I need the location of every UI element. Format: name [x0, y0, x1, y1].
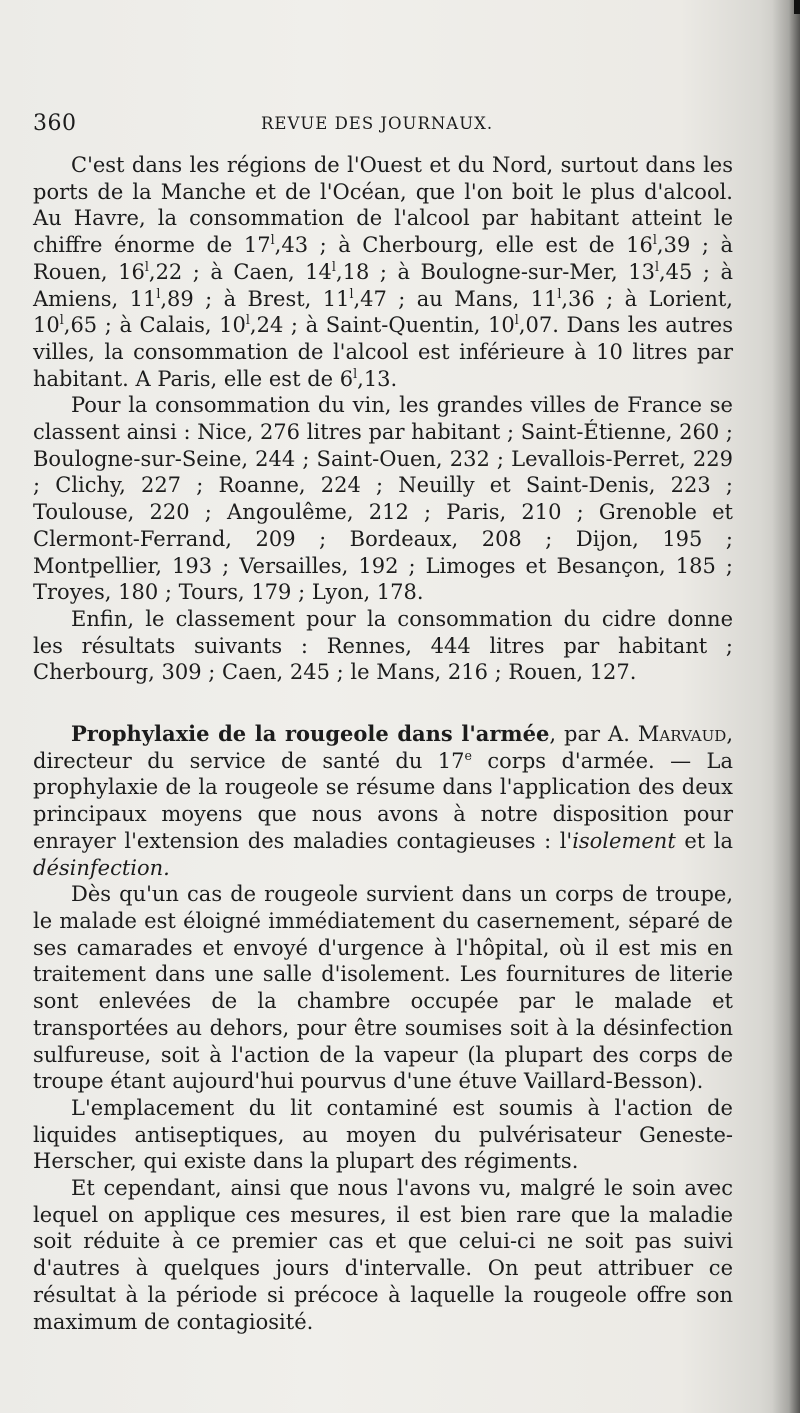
page-header: [33, 111, 733, 141]
text-run: corps d'armée. — La prophylaxie de la rougeole se résume dans l'application des deux principaux moyens que nous avons à notre disposition pour enrayer l'extension des maladies contagieuses : l': [33, 748, 733, 853]
article-title: Prophylaxie de la rougeole dans l'armée: [71, 721, 550, 747]
text-run: ,07. Dans les autres villes, la consommation de l'alcool est inférieure à 10 litres par habitant. A Paris, elle est de 6: [33, 313, 733, 391]
paragraph-measles-intro: [33, 721, 733, 881]
text-run: ,22 ; à Caen, 14: [148, 259, 332, 284]
unit-sup: l: [353, 365, 358, 381]
unit-sup: l: [59, 312, 64, 328]
ordinal-sup: e: [464, 747, 472, 763]
unit-sup: l: [331, 258, 336, 274]
unit-sup: l: [245, 312, 250, 328]
text-run: ,39 ; à Rouen, 16: [33, 233, 734, 284]
text-run: ,89 ; à Brest, 11: [160, 286, 350, 311]
text-run: ,47 ; au Mans, 11: [353, 286, 558, 311]
paragraph-measles-3: L'emplacement du lit contaminé est soumis à l'action de liquides antiseptiques, au moyen du pulvérisateur Geneste-Herscher, qui existe dans la plupart des régiments.: [33, 1095, 733, 1174]
unit-sup: l: [156, 285, 161, 301]
text-run: , par A.: [549, 722, 638, 747]
unit-sup: l: [654, 258, 659, 274]
text-run: ,65 ; à Calais, 10: [63, 313, 246, 338]
text-run: ,13.: [357, 366, 398, 391]
text-run: , directeur du service de santé du 17: [33, 722, 733, 773]
term-desinfection: désinfection.: [33, 855, 170, 880]
article-author: Marvaud: [637, 722, 727, 747]
unit-sup: l: [557, 285, 562, 301]
paragraph-measles-4: Et cependant, ainsi que nous l'avons vu, malgré le soin avec lequel on applique ces mesures, il est bien rare que la maladie soit réduite à ce premier cas et que celui-ci ne soit pas suivi d'autres à quelques jours d'intervalle. On peut attribuer ce résultat à la période si précoce à laquelle la rougeole offre son maximum de contagiosité.: [33, 1176, 733, 1334]
unit-sup: l: [270, 232, 275, 248]
paragraph-alcohol: [33, 152, 733, 392]
text-run: ,18 ; à Boulogne-sur-Mer, 13: [335, 259, 655, 284]
term-isolement: isolement: [572, 828, 676, 853]
unit-sup: l: [652, 232, 657, 248]
text-run: C'est dans les régions de l'Ouest et du Nord, surtout dans les ports de la Manche et de l'Océan, que l'on boit le plus d'alcool. Au Havre, la consommation de l'alcool par habitant atteint le chiffre énorme de 17: [33, 153, 733, 258]
section-spacer: [33, 686, 733, 721]
body-text: [33, 152, 733, 1335]
paragraph-measles-2: Dès qu'un cas de rougeole survient dans un corps de troupe, le malade est éloigné immédiatement du casernement, séparé de ses camarades et envoyé d'urgence à l'hôpital, où il est mis en traitement dans une salle d'isolement. Les fournitures de literie sont enlevées de la chambre occupée par le malade et transportées au dehors, pour être soumises soit à la désinfection sulfureuse, soit à l'action de la vapeur (la plupart des corps de troupe étant aujourd'hui pourvus d'une étuve Vaillard-Besson).: [33, 882, 733, 1094]
unit-sup: l: [144, 258, 149, 274]
text-run: et la: [675, 828, 733, 853]
text-run: ,43 ; à Cherbourg, elle est de 16: [274, 233, 653, 258]
page-edge-shadow: [772, 0, 800, 1413]
running-head: REVUE DES JOURNAUX.: [261, 114, 494, 133]
unit-sup: l: [514, 312, 519, 328]
page-number: 360: [33, 111, 77, 136]
text-run: ,36 ; à Lorient, 10: [33, 286, 733, 338]
paragraph-wine: Pour la consommation du vin, les grandes villes de France se classent ainsi : Nice, 276 litres par habitant ; Saint-Étienne, 260 ; Boulogne-sur-Seine, 244 ; Saint-Ouen, 232 ; Levallois-Perret, 229 ; Clichy, 227 ; Roanne, 224 ; Neuilly et Saint-Denis, 223 ; Toulouse, 220 ; Angoulême, 212 ; Paris, 210 ; Grenoble et Clermont-Ferrand, 209 ; Bordeaux, 208 ; Dijon, 195 ; Montpellier, 193 ; Versailles, 192 ; Limoges et Besançon, 185 ; Troyes, 180 ; Tours, 179 ; Lyon, 178.: [33, 393, 733, 605]
paragraph-cider: Enfin, le classement pour la consommation du cidre donne les résultats suivants : Rennes, 444 litres par habitant ; Cherbourg, 309 ; Caen, 245 ; le Mans, 216 ; Rouen, 127.: [33, 606, 733, 685]
text-run: ,24 ; à Saint-Quentin, 10: [249, 313, 515, 338]
unit-sup: l: [349, 285, 354, 301]
text-run: ,45 ; à Amiens, 11: [33, 259, 734, 311]
corner-mark: [794, 0, 800, 14]
